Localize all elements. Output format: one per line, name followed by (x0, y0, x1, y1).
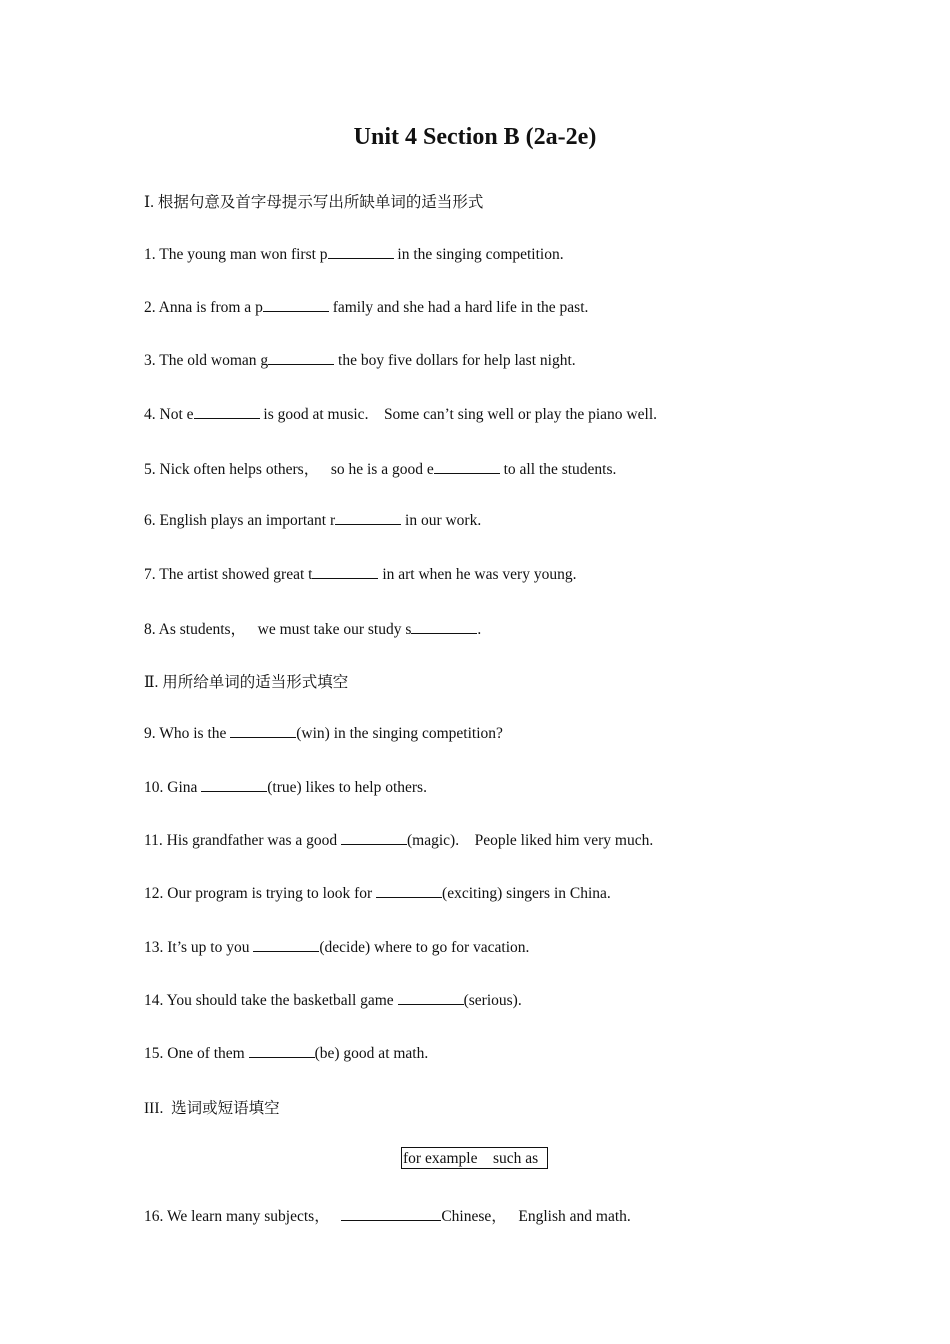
question-text: in the singing competition. (393, 246, 564, 263)
question-text: 15. One of them (144, 1045, 249, 1062)
question-text: 13. It’s up to you (144, 939, 254, 956)
question-7 (144, 564, 576, 584)
question-text: 4. Not e (144, 406, 194, 423)
question-3 (144, 350, 576, 370)
question-text: (win) in the singing competition? (296, 725, 503, 742)
question-11 (144, 830, 653, 850)
answer-blank[interactable] (194, 404, 260, 419)
answer-blank[interactable] (341, 830, 407, 845)
answer-blank[interactable] (434, 459, 500, 474)
question-text: 5. Nick often helps others， so he is a good e (144, 461, 434, 478)
question-13 (144, 937, 529, 957)
section-1-heading: Ⅰ. 根据句意及首字母提示写出所缺单词的适当形式 (144, 194, 484, 211)
question-text: 10. Gina (144, 779, 202, 796)
question-text: (decide) where to go for vacation. (319, 939, 530, 956)
question-text: 11. His grandfather was a good (144, 832, 341, 849)
answer-blank[interactable] (253, 937, 319, 952)
question-text: 12. Our program is trying to look for (144, 885, 377, 902)
question-9 (144, 723, 503, 743)
question-text: (be) good at math. (314, 1045, 429, 1062)
question-text: the boy five dollars for help last night. (334, 352, 576, 369)
question-8 (144, 617, 481, 639)
answer-blank[interactable] (335, 510, 401, 525)
answer-blank[interactable] (230, 723, 296, 738)
question-text: . (477, 621, 482, 638)
question-text: 16. We learn many subjects， (144, 1208, 342, 1225)
question-6 (144, 510, 481, 530)
answer-blank[interactable] (398, 990, 464, 1005)
question-15 (144, 1043, 428, 1063)
answer-blank[interactable] (249, 1043, 315, 1058)
question-text: 7. The artist showed great t (144, 566, 313, 583)
question-text: in art when he was very young. (378, 566, 577, 583)
answer-blank[interactable] (312, 564, 378, 579)
question-5 (144, 457, 616, 479)
question-14 (144, 990, 522, 1010)
question-text: 1. The young man won first p (144, 246, 328, 263)
answer-blank[interactable] (263, 297, 329, 312)
question-12 (144, 883, 611, 903)
question-text: 2. Anna is from a p (144, 299, 263, 316)
answer-blank[interactable] (341, 1206, 441, 1221)
answer-blank[interactable] (328, 244, 394, 259)
answer-blank[interactable] (201, 777, 267, 792)
question-text: 3. The old woman g (144, 352, 269, 369)
question-text: 6. English plays an important r (144, 512, 336, 529)
question-text: (serious). (463, 992, 522, 1009)
answer-blank[interactable] (376, 883, 442, 898)
question-text: Chinese， English and math. (441, 1208, 631, 1225)
question-text: 14. You should take the basketball game (144, 992, 398, 1009)
question-text: is good at music. Some can’t sing well or play the piano well. (259, 406, 657, 423)
section-3-heading: III. 选词或短语填空 (144, 1100, 280, 1117)
section-2-heading: Ⅱ. 用所给单词的适当形式填空 (144, 674, 349, 691)
word-box: for example such as (401, 1147, 548, 1169)
question-2 (144, 297, 588, 317)
question-text: family and she had a hard life in the past. (328, 299, 589, 316)
question-text: to all the students. (499, 461, 617, 478)
question-4 (144, 404, 657, 424)
question-text: (true) likes to help others. (267, 779, 427, 796)
question-text: (magic). People liked him very much. (407, 832, 654, 849)
answer-blank[interactable] (268, 350, 334, 365)
question-text: in our work. (401, 512, 482, 529)
question-1 (144, 244, 564, 264)
question-16 (144, 1204, 631, 1226)
question-10 (144, 777, 427, 797)
page-title: Unit 4 Section B (2a-2e) (353, 124, 597, 150)
answer-blank[interactable] (411, 619, 477, 634)
question-text: 9. Who is the (144, 725, 231, 742)
question-text: 8. As students， we must take our study s (144, 621, 412, 638)
question-text: (exciting) singers in China. (442, 885, 611, 902)
